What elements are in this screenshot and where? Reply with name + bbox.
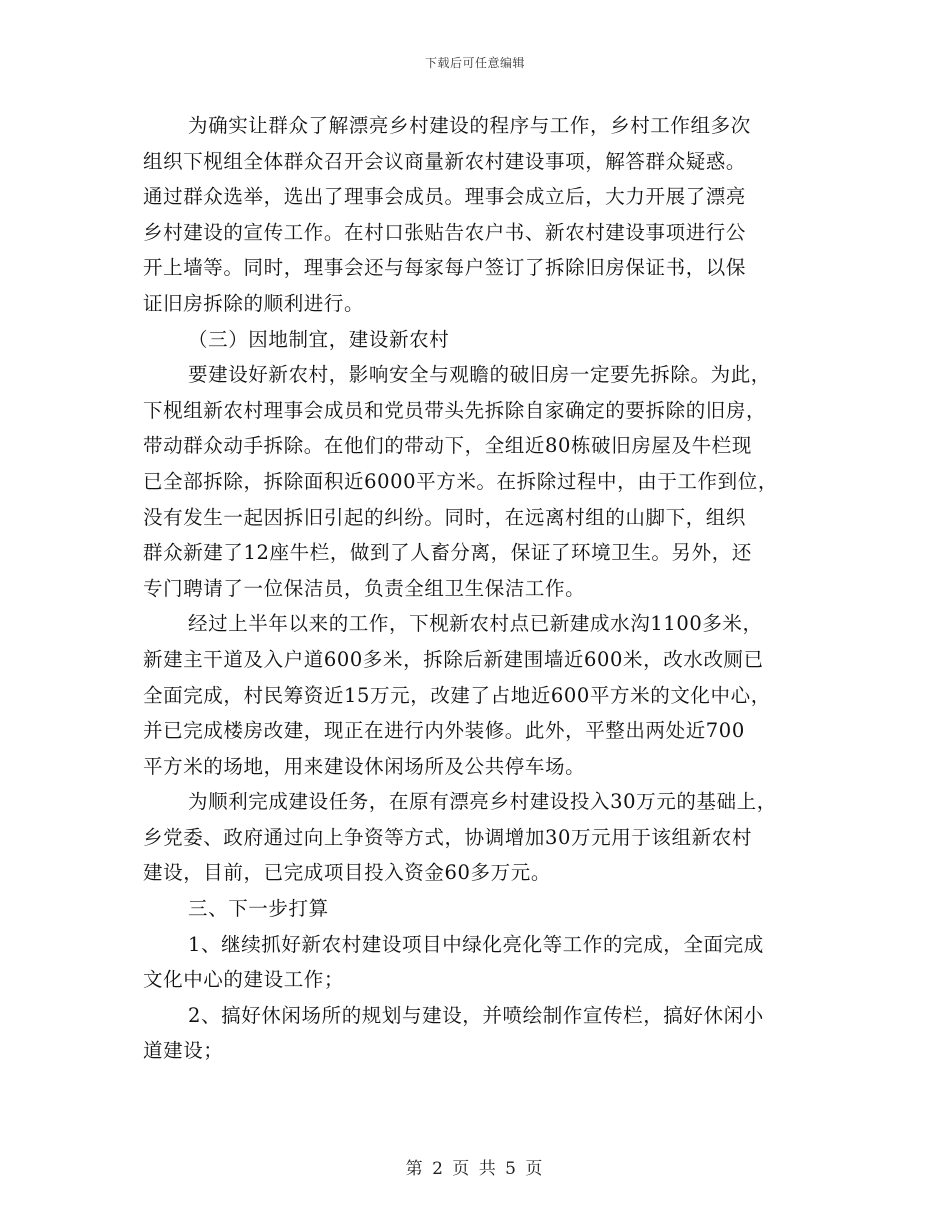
list-item: 1、继续抓好新农村建设项目中绿化亮化等工作的完成，全面完成 bbox=[188, 932, 764, 956]
paragraph-line: 群众新建了12座牛栏，做到了人畜分离，保证了环境卫生。另外，还 bbox=[143, 541, 752, 565]
section-heading: 三、下一步打算 bbox=[188, 897, 329, 921]
paragraph-line: 开上墙等。同时，理事会还与每家每户签订了拆除旧房保证书，以保 bbox=[143, 256, 747, 280]
list-item: 文化中心的建设工作； bbox=[143, 968, 345, 992]
document-body bbox=[143, 108, 808, 1069]
paragraph-line: 为顺利完成建设任务，在原有漂亮乡村建设投入30万元的基础上， bbox=[188, 790, 777, 814]
paragraph-line: 组织下枧组全体群众召开会议商量新农村建设事项，解答群众疑惑。 bbox=[143, 149, 747, 173]
paragraph-line: 经过上半年以来的工作，下枧新农村点已新建成水沟1100多米， bbox=[188, 612, 763, 636]
paragraph-line: 通过群众选举，选出了理事会成员。理事会成立后，大力开展了漂亮 bbox=[143, 185, 747, 209]
paragraph-line: 下枧组新农村理事会成员和党员带头先拆除自家确定的要拆除的旧房， bbox=[143, 398, 767, 422]
paragraph-line: 乡党委、政府通过向上争资等方式，协调增加30万元用于该组新农村 bbox=[143, 825, 752, 849]
page-header: 下载后可任意编辑 bbox=[424, 56, 525, 70]
paragraph-line: 乡村建设的宣传工作。在村口张贴告农户书、新农村建设事项进行公 bbox=[143, 220, 747, 244]
paragraph-line: 已全部拆除，拆除面积近6000平方米。在拆除过程中，由于工作到位， bbox=[143, 469, 778, 493]
page-footer: 第 2 页 共 5 页 bbox=[405, 1159, 545, 1179]
paragraph-line: 没有发生一起因拆旧引起的纠纷。同时，在远离村组的山脚下，组织 bbox=[143, 505, 747, 529]
paragraph-line: 专门聘请了一位保洁员，负责全组卫生保洁工作。 bbox=[143, 576, 586, 600]
paragraph-line: 带动群众动手拆除。在他们的带动下，全组近80栋破旧房屋及牛栏现 bbox=[143, 434, 752, 458]
list-item: 2、搞好休闲场所的规划与建设，并喷绘制作宣传栏，搞好休闲小 bbox=[188, 1003, 764, 1027]
section-heading: （三）因地制宜，建设新农村 bbox=[188, 327, 450, 351]
paragraph-line: 新建主干道及入户道600多米，拆除后新建围墙近600米，改水改厕已 bbox=[143, 647, 764, 671]
paragraph-line: 建设，目前，已完成项目投入资金60多万元。 bbox=[143, 861, 551, 885]
paragraph-line: 证旧房拆除的顺利进行。 bbox=[143, 291, 365, 315]
list-item: 道建设； bbox=[143, 1039, 224, 1063]
paragraph-line: 平方米的场地，用来建设休闲场所及公共停车场。 bbox=[143, 754, 586, 778]
paragraph-line: 并已完成楼房改建，现正在进行内外装修。此外，平整出两处近700 bbox=[143, 719, 745, 743]
paragraph-line: 为确实让群众了解漂亮乡村建设的程序与工作，乡村工作组多次 bbox=[188, 114, 751, 137]
paragraph-line: 全面完成，村民筹资近15万元，改建了占地近600平方米的文化中心， bbox=[143, 683, 771, 707]
paragraph-line: 要建设好新农村，影响安全与观瞻的破旧房一定要先拆除。为此， bbox=[188, 363, 771, 387]
